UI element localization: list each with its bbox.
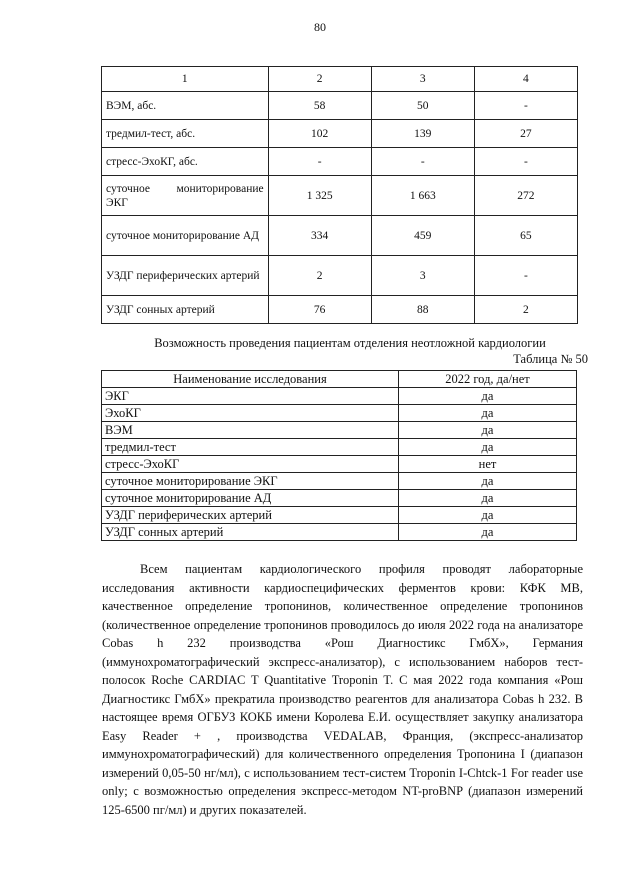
- cell-value: 76: [268, 296, 371, 324]
- availability-value: да: [399, 388, 577, 405]
- body-paragraph: Всем пациентам кардиологического профиля проводят лабораторные исследования активности кардиоспецифических ферментов крови: КФК МВ, качественное определение тропонинов, количественное определение тропонинов (количественное определение тропонинов проводилось до июля 2022 года на анализаторе Cobas h 232 производства «Рош Диагностикс ГмбХ», Германия (иммунохроматографический экспресс-анализатор), с использованием наборов тест-полосок Roche CARDIAC T Quantitative Troponin T. С мая 2022 года компания «Рош Диагностикс ГмбХ» прекратила производство реагентов для анализатора Cobas h 232. В настоящее время ОГБУЗ КОКБ имени Королева Е.И. осуществляет закупку анализатора Easy Reader + , производства VEDALAB, Франция, (экспресс-анализатор иммунохроматографический) для количественного определения Тропонина I (диапазон измерений 0,05-50 нг/мл), с использованием тест-систем Troponin I-Chtck-1 For reader use only; с возможностью определения экспресс-методом NT-proBNP (диапазон измерений 125-6500 пг/мл) и других показателей.: [102, 562, 583, 817]
- cell-value: 139: [371, 120, 474, 148]
- row-label: ВЭМ, абс.: [102, 92, 269, 120]
- study-name: ЭКГ: [102, 388, 399, 405]
- study-name: суточное мониторирование АД: [102, 490, 399, 507]
- cell-value: 1 325: [268, 176, 371, 216]
- study-name: ЭхоКГ: [102, 405, 399, 422]
- table-row: [102, 92, 578, 120]
- availability-value: да: [399, 473, 577, 490]
- row-label: [102, 176, 269, 216]
- table-row: [102, 216, 578, 256]
- cell-value: 272: [474, 176, 577, 216]
- study-name: УЗДГ периферических артерий: [102, 507, 399, 524]
- availability-value: да: [399, 490, 577, 507]
- cell-value: -: [474, 92, 577, 120]
- cell-value: 102: [268, 120, 371, 148]
- row-label-text: суточное мониторирование ЭКГ: [106, 182, 264, 209]
- cell-value: 50: [371, 92, 474, 120]
- header-cell: 3: [371, 67, 474, 92]
- table-row: [102, 405, 577, 422]
- header-cell: 2022 год, да/нет: [399, 371, 577, 388]
- header-cell: 2: [268, 67, 371, 92]
- row-label: УЗДГ сонных артерий: [102, 296, 269, 324]
- row-label: [102, 256, 269, 296]
- cell-value: -: [474, 256, 577, 296]
- availability-value: нет: [399, 456, 577, 473]
- table-row: [102, 473, 577, 490]
- study-name: УЗДГ сонных артерий: [102, 524, 399, 541]
- table-header-row: [102, 67, 578, 92]
- research-count-table: [101, 66, 578, 324]
- row-label: [102, 216, 269, 256]
- cell-value: 65: [474, 216, 577, 256]
- table-row: [102, 148, 578, 176]
- table-row: [102, 388, 577, 405]
- row-label: тредмил-тест, абс.: [102, 120, 269, 148]
- table-row: [102, 456, 577, 473]
- cell-value: 58: [268, 92, 371, 120]
- table-row: [102, 296, 578, 324]
- row-label-text: УЗДГ периферических артерий: [106, 269, 260, 282]
- table-caption: Возможность проведения пациентам отделения неотложной кардиологии: [154, 336, 546, 350]
- study-name: тредмил-тест: [102, 439, 399, 456]
- cell-value: -: [474, 148, 577, 176]
- cell-value: 3: [371, 256, 474, 296]
- cell-value: -: [268, 148, 371, 176]
- availability-table: [101, 370, 577, 541]
- study-name: суточное мониторирование ЭКГ: [102, 473, 399, 490]
- table-row: [102, 490, 577, 507]
- table-row: [102, 256, 578, 296]
- cell-value: 334: [268, 216, 371, 256]
- availability-value: да: [399, 422, 577, 439]
- table-row: [102, 422, 577, 439]
- cell-value: 459: [371, 216, 474, 256]
- availability-value: да: [399, 405, 577, 422]
- availability-value: да: [399, 507, 577, 524]
- study-name: стресс-ЭхоКГ: [102, 456, 399, 473]
- page-number: 80: [314, 20, 326, 34]
- header-cell: 1: [102, 67, 269, 92]
- cell-value: 2: [268, 256, 371, 296]
- row-label: стресс-ЭхоКГ, абс.: [102, 148, 269, 176]
- table-row: [102, 120, 578, 148]
- availability-value: да: [399, 524, 577, 541]
- cell-value: 1 663: [371, 176, 474, 216]
- header-cell: Наименование исследования: [102, 371, 399, 388]
- table-row: [102, 507, 577, 524]
- study-name: ВЭМ: [102, 422, 399, 439]
- table-row: [102, 176, 578, 216]
- table-header-row: [102, 371, 577, 388]
- availability-value: да: [399, 439, 577, 456]
- cell-value: 88: [371, 296, 474, 324]
- table-row: [102, 439, 577, 456]
- table-number: Таблица № 50: [513, 352, 588, 366]
- table-row: [102, 524, 577, 541]
- header-cell: 4: [474, 67, 577, 92]
- cell-value: 2: [474, 296, 577, 324]
- row-label-text: суточное мониторирование АД: [106, 229, 260, 242]
- cell-value: -: [371, 148, 474, 176]
- cell-value: 27: [474, 120, 577, 148]
